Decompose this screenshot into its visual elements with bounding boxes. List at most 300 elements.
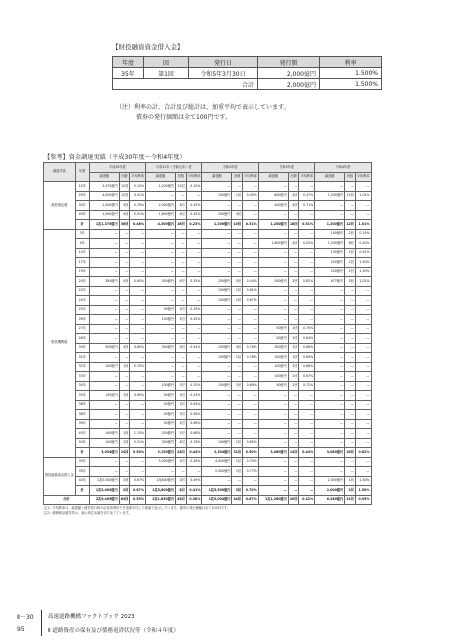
table-cell: 100億円 xyxy=(146,315,176,325)
table-cell: — xyxy=(176,286,187,296)
table-cell: — xyxy=(232,476,243,486)
table-cell: 0.45% xyxy=(186,315,202,325)
row-year: 計 xyxy=(75,486,89,496)
table-cell: — xyxy=(232,267,243,277)
table-cell: — xyxy=(288,182,299,192)
group-label: 財投機関債 xyxy=(44,229,76,457)
row-year: 20年 xyxy=(75,277,89,287)
table-cell: — xyxy=(119,372,130,382)
table-cell: 1回 xyxy=(345,258,356,268)
table-cell: 1回 xyxy=(176,457,187,467)
table-cell: — xyxy=(119,229,130,239)
header-years: 年数 xyxy=(75,163,89,182)
table-cell: — xyxy=(288,467,299,477)
table-cell: — xyxy=(258,457,288,467)
table-cell: — xyxy=(176,296,187,306)
table-cell: — xyxy=(202,400,232,410)
table-cell: 384億円 xyxy=(89,277,119,287)
table-cell: 5回 xyxy=(176,343,187,353)
table-cell: 100億円 xyxy=(315,248,345,258)
table-cell: 4回 xyxy=(232,210,243,220)
table-cell: — xyxy=(232,334,243,344)
table-cell: — xyxy=(186,229,202,239)
table-cell: 6,280億円 xyxy=(315,495,345,505)
table-cell: — xyxy=(243,182,259,192)
table-cell: 1兆5,800億円 xyxy=(146,486,176,496)
table-cell: — xyxy=(345,381,356,391)
header-fiscal-year: 平成31年（令和元年）度 xyxy=(146,163,202,173)
table-cell: 0.67% xyxy=(243,495,259,505)
table-cell: 0.70% xyxy=(186,381,202,391)
table-cell: 0.41% xyxy=(186,486,202,496)
table-cell: — xyxy=(130,315,146,325)
table-cell: 1兆1,375億円 xyxy=(89,220,119,230)
table-cell: 1回 xyxy=(232,296,243,306)
table-cell: — xyxy=(232,182,243,192)
table-cell: 4回 xyxy=(176,201,187,211)
table-cell: 1.50% xyxy=(355,476,371,486)
table-cell: — xyxy=(299,315,315,325)
table-cell: — xyxy=(232,400,243,410)
table-cell: 1回 xyxy=(232,191,243,201)
table-cell: 0.10% xyxy=(186,182,202,192)
header-sub: 回数 xyxy=(119,172,130,182)
table-cell: — xyxy=(299,248,315,258)
table-row xyxy=(44,362,372,372)
table-cell: — xyxy=(232,362,243,372)
group-label: 財投融資資金借入金 xyxy=(44,457,76,495)
table-cell: 200億円 xyxy=(315,267,345,277)
table-cell: 0.49% xyxy=(186,476,202,486)
table-cell: — xyxy=(186,267,202,277)
table-cell: — xyxy=(355,353,371,363)
cell-rate: 1.500% xyxy=(320,68,382,79)
table-cell: 3回 xyxy=(288,277,299,287)
table-cell: — xyxy=(202,305,232,315)
table-cell: 1回 xyxy=(288,334,299,344)
table-cell: — xyxy=(315,182,345,192)
table-cell: — xyxy=(345,182,356,192)
table-cell: 0.42% xyxy=(186,201,202,211)
table-cell: — xyxy=(355,419,371,429)
row-year: 30年 xyxy=(75,343,89,353)
table-cell: — xyxy=(258,400,288,410)
table-cell: — xyxy=(186,191,202,201)
table-cell: 0.67% xyxy=(243,296,259,306)
table-cell: — xyxy=(176,334,187,344)
table-cell: 0.75% xyxy=(130,362,146,372)
table-cell: — xyxy=(315,343,345,353)
table-cell: — xyxy=(315,410,345,420)
table-cell: — xyxy=(345,372,356,382)
header-fiscal-year: 令和4年度 xyxy=(315,163,371,173)
table-cell: — xyxy=(299,410,315,420)
total-amount: 2,000億円 xyxy=(258,79,320,90)
header-category: 調達手段 xyxy=(44,163,76,182)
table-cell: — xyxy=(119,324,130,334)
table-row xyxy=(44,286,372,296)
table-cell: 1回 xyxy=(288,353,299,363)
table-cell: 0.45% xyxy=(243,191,259,201)
table-cell: 4回 xyxy=(176,438,187,448)
table-cell: — xyxy=(345,343,356,353)
table-cell: 0.76% xyxy=(186,438,202,448)
table-row xyxy=(44,182,372,192)
table-cell: — xyxy=(89,229,119,239)
table-cell: 0.66% xyxy=(186,419,202,429)
table-cell: 2,000億円 xyxy=(315,476,345,486)
table-cell: — xyxy=(355,362,371,372)
table-cell: — xyxy=(355,201,371,211)
table-cell: 3回 xyxy=(232,486,243,496)
table-cell: — xyxy=(299,267,315,277)
table-cell: — xyxy=(146,362,176,372)
table-cell: 50億円 xyxy=(146,400,176,410)
table-cell: 0.75% xyxy=(299,324,315,334)
row-year: 計 xyxy=(75,448,89,458)
table-row xyxy=(44,210,372,220)
header-issue-date: 発行日 xyxy=(189,57,258,68)
table-cell: 0.51% xyxy=(243,220,259,230)
table-cell: — xyxy=(232,305,243,315)
table-cell: — xyxy=(315,334,345,344)
table-cell: — xyxy=(315,372,345,382)
table-cell: 0.35% xyxy=(186,277,202,287)
table-cell: 100億円 xyxy=(258,372,288,382)
table-cell: — xyxy=(345,315,356,325)
table-cell: — xyxy=(315,305,345,315)
table-cell: — xyxy=(243,400,259,410)
total-label: 合計 xyxy=(113,79,258,90)
table-cell: — xyxy=(202,391,232,401)
table-cell: — xyxy=(176,324,187,334)
row-year: 40年 xyxy=(75,476,89,486)
table-cell: — xyxy=(258,286,288,296)
table-cell: 200億円 xyxy=(315,258,345,268)
table-cell: — xyxy=(232,258,243,268)
table-cell: 1,200億円 xyxy=(202,220,232,230)
table-cell: — xyxy=(130,419,146,429)
table-row xyxy=(44,419,372,429)
table-cell: — xyxy=(202,419,232,429)
table-cell: — xyxy=(202,476,232,486)
table-cell: 0.50% xyxy=(243,448,259,458)
table-cell: — xyxy=(146,239,176,249)
table-cell: — xyxy=(299,286,315,296)
table-cell: — xyxy=(355,410,371,420)
table-cell: 0.19% xyxy=(355,229,371,239)
table-cell: 2,000億円 xyxy=(89,201,119,211)
table-cell: — xyxy=(345,334,356,344)
table-cell: 31回 xyxy=(345,495,356,505)
table-cell: — xyxy=(258,315,288,325)
table-cell: 100億円 xyxy=(258,362,288,372)
table-row xyxy=(44,267,372,277)
cell-amount: 2,000億円 xyxy=(258,68,320,79)
table-cell: — xyxy=(258,182,288,192)
table-cell: — xyxy=(288,429,299,439)
table-cell: — xyxy=(315,362,345,372)
row-year: 3年 xyxy=(75,229,89,239)
table-cell: 1回 xyxy=(345,248,356,258)
table-cell: — xyxy=(345,324,356,334)
table-cell: — xyxy=(202,334,232,344)
table-cell: — xyxy=(176,239,187,249)
table-cell: — xyxy=(232,391,243,401)
table-cell: 1.01% xyxy=(355,191,371,201)
table-cell: — xyxy=(232,429,243,439)
table-cell: 10回 xyxy=(232,220,243,230)
table-cell: 1回 xyxy=(232,353,243,363)
table-row xyxy=(44,353,372,363)
table-cell: — xyxy=(258,410,288,420)
table-cell: 3,034億円 xyxy=(89,448,119,458)
row-year: 33年 xyxy=(75,372,89,382)
table-cell: — xyxy=(355,391,371,401)
table-cell: 0.60% xyxy=(130,343,146,353)
table-cell: 0.59% xyxy=(130,495,146,505)
row-year: 38年 xyxy=(75,410,89,420)
cell-issue-date: 令和5年3月30日 xyxy=(189,68,258,79)
table-cell: 0.41% xyxy=(130,191,146,201)
row-year: 30年 xyxy=(75,201,89,211)
table-cell: 1回 xyxy=(176,315,187,325)
table-cell: — xyxy=(119,381,130,391)
table-cell: 3,060億円 xyxy=(258,448,288,458)
table-cell: — xyxy=(243,429,259,439)
header-row xyxy=(44,172,372,182)
table-cell: — xyxy=(202,429,232,439)
table-cell: — xyxy=(288,296,299,306)
table-cell: 3回 xyxy=(119,476,130,486)
table-cell: 1.50% xyxy=(355,267,371,277)
table-cell: 0.70% xyxy=(243,486,259,496)
table-cell: — xyxy=(176,258,187,268)
table-cell: — xyxy=(315,201,345,211)
table-cell: 4,300億円 xyxy=(146,220,176,230)
table-cell: — xyxy=(258,258,288,268)
table-row xyxy=(44,467,372,477)
table-cell: — xyxy=(315,391,345,401)
table-cell: — xyxy=(345,201,356,211)
table-cell: — xyxy=(243,419,259,429)
row-year: 10年 xyxy=(75,248,89,258)
row-year: 27年 xyxy=(75,324,89,334)
table-cell: — xyxy=(146,334,176,344)
table-cell: — xyxy=(176,353,187,363)
table-cell: 1,200億円 xyxy=(146,182,176,192)
table-cell: — xyxy=(130,229,146,239)
table-cell: 0.91% xyxy=(130,210,146,220)
table-cell: 0.35% xyxy=(186,305,202,315)
row-year: 4年 xyxy=(75,239,89,249)
table-cell: — xyxy=(315,457,345,467)
table-cell: — xyxy=(146,191,176,201)
table-cell: — xyxy=(299,476,315,486)
table-cell: 0.64% xyxy=(186,400,202,410)
table-cell: 12回 xyxy=(119,182,130,192)
table-cell: — xyxy=(243,362,259,372)
footnote-2: 注2）債務保証債券等は、表示単位未満を切り捨てています。 xyxy=(44,511,132,515)
table-cell: 0.47% xyxy=(299,191,315,201)
table-cell: — xyxy=(243,476,259,486)
table-cell: — xyxy=(89,457,119,467)
table-cell: — xyxy=(299,229,315,239)
table-cell: — xyxy=(176,191,187,201)
table-cell: — xyxy=(232,201,243,211)
header-sub: 回数 xyxy=(176,172,187,182)
table-cell: 1,200億円 xyxy=(258,220,288,230)
table-cell: — xyxy=(232,239,243,249)
table-cell: — xyxy=(355,210,371,220)
table-cell: 0.62% xyxy=(299,277,315,287)
table-cell: 100億円 xyxy=(202,296,232,306)
table-cell: 18回 xyxy=(288,220,299,230)
table-cell: 12回 xyxy=(345,191,356,201)
table-cell: — xyxy=(119,286,130,296)
table-cell: 1回 xyxy=(232,438,243,448)
table-cell: — xyxy=(355,400,371,410)
table-cell: — xyxy=(186,286,202,296)
table-cell: — xyxy=(130,457,146,467)
table-row xyxy=(44,448,372,458)
table-cell: 4回 xyxy=(176,210,187,220)
table-cell: — xyxy=(243,210,259,220)
table-cell: 150億円 xyxy=(202,286,232,296)
table-cell: 1,600億円 xyxy=(146,210,176,220)
table-cell: 500億円 xyxy=(258,277,288,287)
table-cell: — xyxy=(202,182,232,192)
table-cell: — xyxy=(315,400,345,410)
table-cell: 43回 xyxy=(176,495,187,505)
table-cell: 1回 xyxy=(119,429,130,439)
table-cell: 6回 xyxy=(345,239,356,249)
table-cell: 5回 xyxy=(345,277,356,287)
table-cell: — xyxy=(89,286,119,296)
table-cell: — xyxy=(243,229,259,239)
table-cell: 0.71% xyxy=(299,201,315,211)
table-row xyxy=(44,372,372,382)
table-cell: 1,200億円 xyxy=(315,220,345,230)
table-cell: — xyxy=(232,315,243,325)
row-year: 17年 xyxy=(75,258,89,268)
table-cell: — xyxy=(258,391,288,401)
row-year: 40年 xyxy=(75,210,89,220)
table-cell: — xyxy=(186,258,202,268)
table-cell: — xyxy=(119,334,130,344)
table-cell: — xyxy=(202,248,232,258)
table-cell: — xyxy=(130,258,146,268)
table-cell: — xyxy=(299,486,315,496)
table-cell: — xyxy=(186,334,202,344)
table-cell: — xyxy=(299,429,315,439)
header-row xyxy=(44,163,372,173)
table-cell: 1回 xyxy=(288,324,299,334)
page-section: Ⅱ－30 xyxy=(17,614,34,621)
table-cell: — xyxy=(130,239,146,249)
table-cell: 150億円 xyxy=(202,343,232,353)
table-cell: — xyxy=(345,296,356,306)
row-year: 22年 xyxy=(75,286,89,296)
table-cell: 0.26% xyxy=(186,457,202,467)
header-sub: 平均利率 xyxy=(243,172,259,182)
table-cell: 1回 xyxy=(345,476,356,486)
table-cell: 677億円 xyxy=(315,277,345,287)
table-cell: 100億円 xyxy=(202,191,232,201)
table-cell: 100億円 xyxy=(315,229,345,239)
table-cell: 1.01% xyxy=(355,220,371,230)
table-cell: 12回 xyxy=(176,182,187,192)
table-cell: 0.53% xyxy=(186,391,202,401)
table-cell: — xyxy=(355,324,371,334)
table-cell: — xyxy=(345,391,356,401)
footer-divider xyxy=(41,610,42,636)
header-round: 回 xyxy=(144,57,189,68)
table-cell: — xyxy=(202,201,232,211)
table-cell: — xyxy=(130,324,146,334)
table-cell: — xyxy=(299,438,315,448)
table-cell: — xyxy=(176,467,187,477)
table-cell: 0.42% xyxy=(186,210,202,220)
table-cell: 0.50% xyxy=(130,448,146,458)
table-cell: 50億円 xyxy=(146,410,176,420)
table-cell: — xyxy=(258,229,288,239)
table-cell: 1回 xyxy=(232,381,243,391)
table-cell: — xyxy=(345,429,356,439)
table-row xyxy=(44,438,372,448)
table-cell: 2,304億円 xyxy=(202,448,232,458)
table-row xyxy=(44,400,372,410)
header-sub: 調達額 xyxy=(315,172,345,182)
table-cell: — xyxy=(355,457,371,467)
table-cell: 5,000億円 xyxy=(146,457,176,467)
table-cell: — xyxy=(202,258,232,268)
table-row xyxy=(44,334,372,344)
table-cell: — xyxy=(202,372,232,382)
table-cell: — xyxy=(299,391,315,401)
table-cell: — xyxy=(130,467,146,477)
table-row xyxy=(44,381,372,391)
table-cell: 0.56% xyxy=(186,410,202,420)
table-cell: — xyxy=(355,334,371,344)
table-cell: — xyxy=(119,353,130,363)
table-cell: — xyxy=(186,467,202,477)
table-cell: 2兆1,850億円 xyxy=(146,495,176,505)
table-cell: 0.40% xyxy=(355,239,371,249)
table-cell: — xyxy=(186,324,202,334)
table-cell: — xyxy=(243,248,259,258)
table-cell: — xyxy=(258,419,288,429)
table-cell: — xyxy=(299,400,315,410)
header-fiscal-year: 令和3年度 xyxy=(258,163,314,173)
table-cell: — xyxy=(146,296,176,306)
table-cell: — xyxy=(288,210,299,220)
footnotes xyxy=(44,505,230,515)
table-cell: — xyxy=(186,362,202,372)
table-cell: 0.85% xyxy=(243,438,259,448)
table-cell: — xyxy=(355,315,371,325)
table-cell: 0.69% xyxy=(299,353,315,363)
table-cell: — xyxy=(288,229,299,239)
table-cell: 0.15% xyxy=(130,182,146,192)
table-cell: 1,200億円 xyxy=(315,191,345,201)
table-cell: 1回 xyxy=(176,410,187,420)
table-cell: — xyxy=(186,372,202,382)
table-row xyxy=(44,429,372,439)
table-cell: — xyxy=(232,372,243,382)
table-cell: 0.54% xyxy=(186,343,202,353)
table-cell: 0.69% xyxy=(243,381,259,391)
